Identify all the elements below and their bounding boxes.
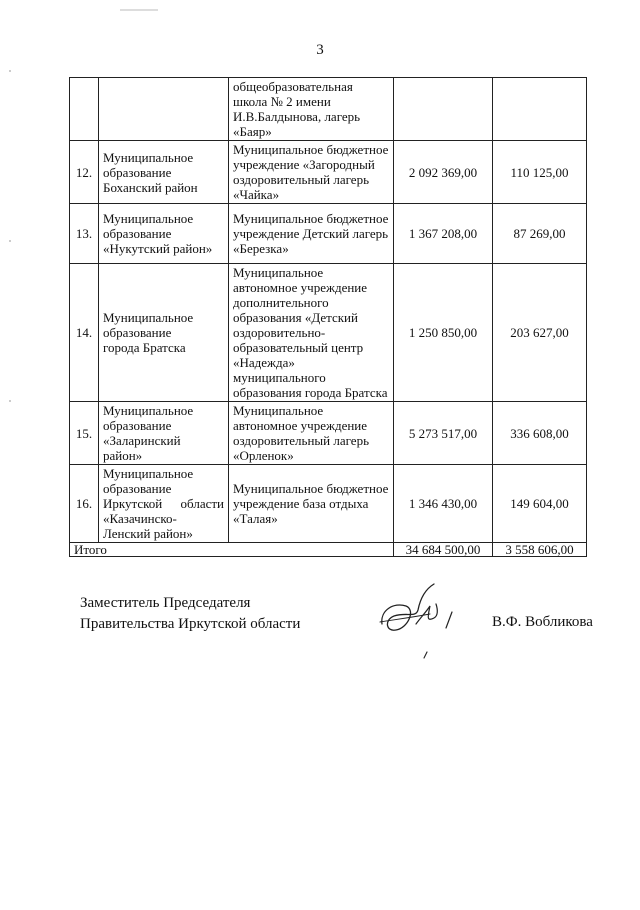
total-amount: 34 684 500,00 [394,543,493,557]
institution-cell [229,465,394,543]
institution-line: автономное учреждение [233,418,368,433]
institution-cell [229,204,394,264]
municipality-line: Иркутской области [103,496,224,511]
institution-line: оздоровительно- [233,325,326,340]
amount-cell: 1 367 208,00 [394,204,493,264]
institution-line: образовательный центр [233,340,364,355]
table-row [70,78,587,141]
amount-cell [394,78,493,141]
row-number: 13. [70,204,99,264]
institution-line: «Талая» [233,511,278,526]
institution-line: учреждение Детский лагерь [233,226,389,241]
table-row [70,264,587,402]
table-row [70,204,587,264]
municipality-line: Ленский район» [103,526,193,541]
institution-line: общеобразовательная [233,79,353,94]
signatory-position-line: Заместитель Председателя [80,595,251,611]
amount-cell: 1 250 850,00 [394,264,493,402]
amount-cell: 110 125,00 [493,141,587,204]
scan-edge-mark [9,0,11,910]
institution-line: «Надежда» [233,355,295,370]
municipality-line: Муниципальное [103,466,194,481]
signatory-name: В.Ф. Вобликова [492,614,593,630]
institution-line: Муниципальное [233,403,324,418]
institution-line: И.В.Балдынова, лагерь [233,109,361,124]
amount-cell: 5 273 517,00 [394,402,493,465]
institution-line: Муниципальное бюджетное [233,481,389,496]
institution-cell [229,264,394,402]
amount-cell: 203 627,00 [493,264,587,402]
row-number: 15. [70,402,99,465]
institution-line: учреждение «Загородный [233,157,375,172]
table-row [70,465,587,543]
amount-cell: 87 269,00 [493,204,587,264]
municipality-line: образование [103,325,172,340]
institution-line: образования города Братска [233,385,388,400]
total-row [70,543,587,557]
row-number: 12. [70,141,99,204]
table-row [70,402,587,465]
municipality-line: «Казачинско- [103,511,177,526]
institution-line: Муниципальное бюджетное [233,211,389,226]
institution-line: образования «Детский [233,310,358,325]
municipality-line: образование [103,164,172,180]
municipality-cell [99,465,229,543]
institution-line: учреждение база отдыха [233,496,369,511]
municipality-line: «Заларинский [103,433,181,448]
municipality-line: образование [103,418,172,433]
institution-line: муниципального [233,370,326,385]
municipality-cell [99,78,229,141]
municipality-line: район» [103,448,143,463]
institution-line: автономное учреждение [233,280,368,295]
municipality-line: Муниципальное [103,310,194,325]
institution-line: оздоровительный лагерь [233,433,369,448]
row-number: 16. [70,465,99,543]
institution-line: «Чайка» [233,187,280,202]
institution-line: школа № 2 имени [233,94,331,109]
institution-line: «Березка» [233,241,289,256]
signatory-position [80,593,300,635]
institution-line: оздоровительный лагерь [233,172,369,187]
total-label: Итого [70,543,394,557]
institution-line: дополнительного [233,295,329,310]
municipality-cell [99,264,229,402]
institution-cell [229,402,394,465]
institution-line: «Орленок» [233,448,294,463]
signatory-position-line: Правительства Иркутской области [80,616,301,632]
amount-cell: 149 604,00 [493,465,587,543]
municipality-cell [99,141,229,204]
municipality-cell [99,402,229,465]
institution-line: Муниципальное бюджетное [233,142,389,157]
municipality-line: Муниципальное [103,149,194,165]
institution-line: Муниципальное [233,265,324,280]
amount-cell: 1 346 430,00 [394,465,493,543]
amount-cell [493,78,587,141]
institution-cell [229,141,394,204]
amount-cell: 2 092 369,00 [394,141,493,204]
municipality-cell [99,204,229,264]
handwritten-signature [372,572,472,667]
municipality-line: «Нукутский район» [103,241,213,256]
institution-line: «Баяр» [233,124,272,139]
municipality-line: образование [103,481,172,496]
table-row [70,141,587,204]
municipality-line: Боханский район [103,179,198,195]
municipality-line: города Братска [103,340,186,355]
total-amount: 3 558 606,00 [493,543,587,557]
row-number: 14. [70,264,99,402]
page-number: 3 [316,42,324,58]
municipality-line: Муниципальное [103,211,194,226]
amount-cell: 336 608,00 [493,402,587,465]
municipality-line: образование [103,226,172,241]
row-number [70,78,99,141]
institution-cell [229,78,394,141]
allocation-table [69,77,587,557]
scan-corner-mark [120,0,160,18]
municipality-line: Муниципальное [103,403,194,418]
